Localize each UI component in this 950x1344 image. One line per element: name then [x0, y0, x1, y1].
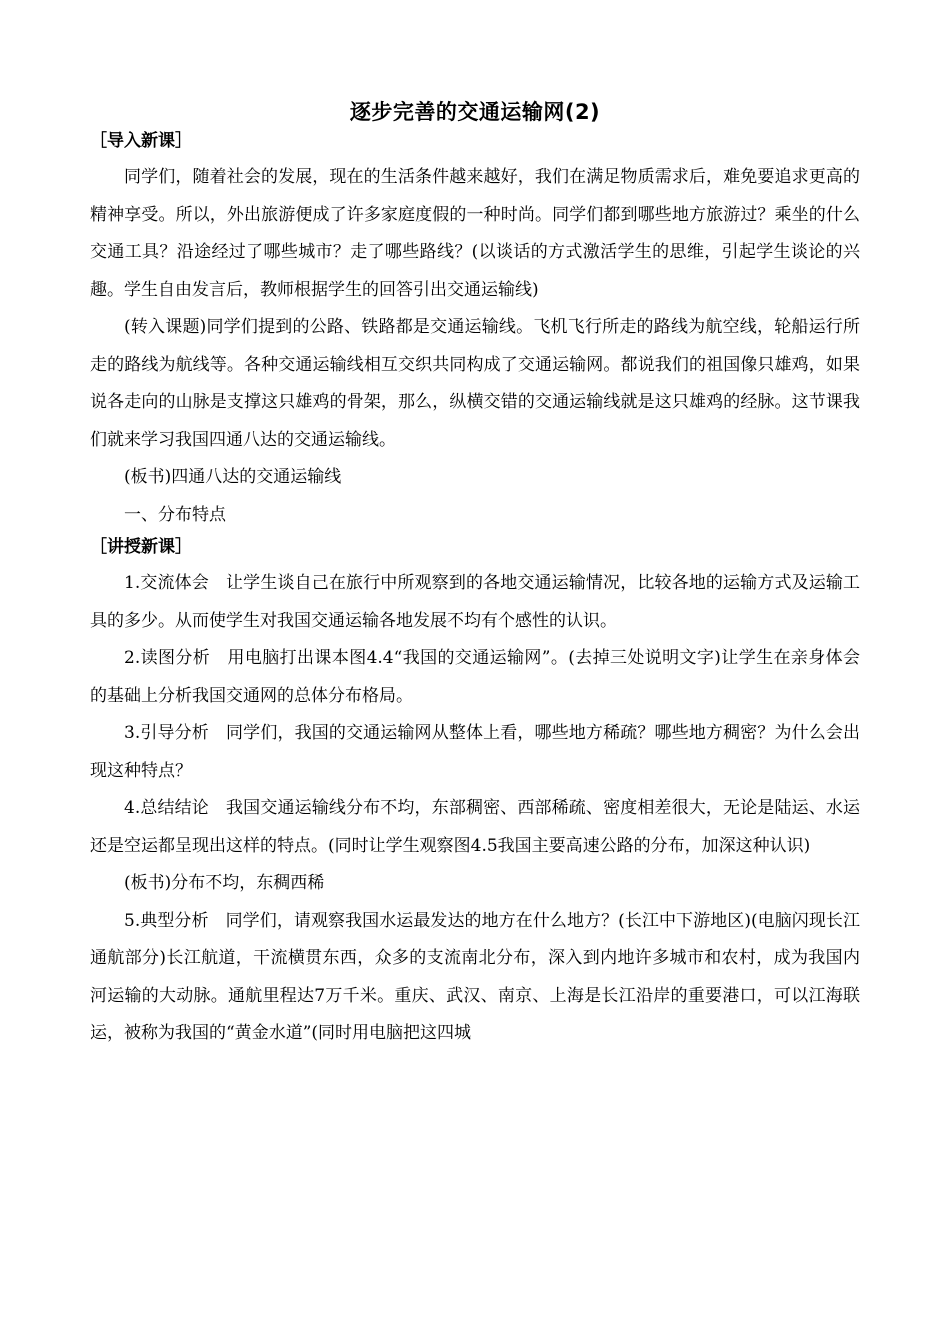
- paragraph: 同学们，随着社会的发展，现在的生活条件越来越好，我们在满足物质需求后，难免要追求更高的精神享受。所以，外出旅游便成了许多家庭度假的一种时尚。同学们都到哪些地方旅游过？乘坐的什么交通工具？沿途经过了哪些城市？走了哪些路线？(以谈话的方式激活学生的思维，引起学生谈论的兴趣。学生自由发言后，教师根据学生的回答引出交通运输线): [90, 167, 860, 300]
- section-heading-intro: ［导入新课］: [90, 131, 192, 151]
- paragraph: 3.引导分析 同学们，我国的交通运输网从整体上看，哪些地方稀疏？哪些地方稠密？为什么会出现这种特点？: [90, 723, 860, 781]
- paragraph: (转入课题)同学们提到的公路、铁路都是交通运输线。飞机飞行所走的路线为航空线，轮船运行所走的路线为航线等。各种交通运输线相互交织共同构成了交通运输网。都说我们的祖国像只雄鸡，如果说各走向的山脉是支撑这只雄鸡的骨架，那么，纵横交错的交通运输线就是这只雄鸡的经脉。这节课我们就来学习我国四通八达的交通运输线。: [90, 317, 860, 450]
- paragraph: (板书)分布不均，东稠西稀: [124, 873, 325, 893]
- paragraph: 2.读图分析 用电脑打出课本图4.4“我国的交通运输网”。(去掉三处说明文字)让学生在亲身体会的基础上分析我国交通网的总体分布格局。: [90, 648, 860, 706]
- paragraph: 一、分布特点: [124, 504, 226, 525]
- paragraph: 1.交流体会 让学生谈自己在旅行中所观察到的各地交通运输情况，比较各地的运输方式及运输工具的多少。从而使学生对我国交通运输各地发展不均有个感性的认识。: [90, 573, 860, 631]
- paragraph: (板书)四通八达的交通运输线: [124, 467, 342, 487]
- page-title: 逐步完善的交通运输网(2): [349, 100, 601, 124]
- paragraph: 4.总结结论 我国交通运输线分布不均，东部稠密、西部稀疏、密度相差很大，无论是陆运、水运还是空运都呈现出这样的特点。(同时让学生观察图4.5我国主要高速公路的分布，加深这种认识): [90, 798, 860, 856]
- section-heading-lecture: ［讲授新课］: [90, 537, 192, 557]
- paragraph: 5.典型分析 同学们，请观察我国水运最发达的地方在什么地方？(长江中下游地区)(电脑闪现长江通航部分)长江航道，干流横贯东西，众多的支流南北分布，深入到内地许多城市和农村，成为我国内河运输的大动脉。通航里程达7万千米。重庆、武汉、南京、上海是长江沿岸的重要港口，可以江海联运，被称为我国的“黄金水道”(同时用电脑把这四城: [90, 910, 860, 1043]
